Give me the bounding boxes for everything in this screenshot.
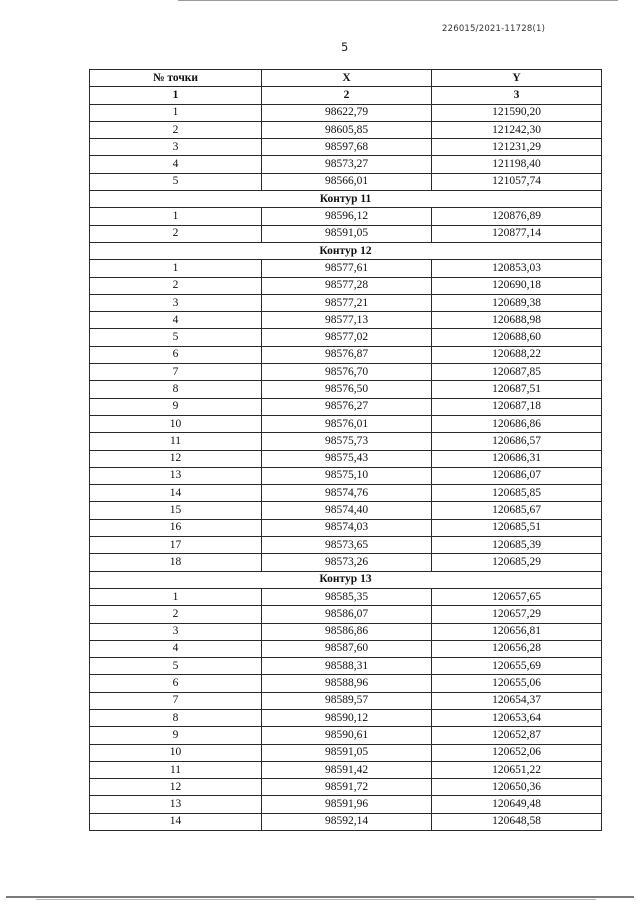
y-coordinate-cell: 120650,36 [432, 779, 602, 796]
column-number-3: 3 [432, 87, 602, 104]
x-coordinate-cell: 98596,12 [262, 208, 432, 225]
y-coordinate-cell: 120648,58 [432, 813, 602, 830]
y-coordinate-cell: 120685,67 [432, 502, 602, 519]
x-coordinate-cell: 98577,13 [262, 312, 432, 329]
table-row [90, 329, 602, 346]
table-row [90, 709, 602, 726]
x-coordinate-cell: 98597,68 [262, 139, 432, 156]
y-coordinate-cell: 120687,51 [432, 381, 602, 398]
y-coordinate-cell: 120654,37 [432, 692, 602, 709]
table-row [90, 675, 602, 692]
point-number-cell: 18 [90, 554, 262, 571]
point-number-cell: 5 [90, 329, 262, 346]
y-coordinate-cell: 120685,85 [432, 485, 602, 502]
point-number-cell: 7 [90, 364, 262, 381]
x-coordinate-cell: 98576,87 [262, 346, 432, 363]
x-coordinate-cell: 98577,02 [262, 329, 432, 346]
bottom-rule [6, 896, 634, 898]
contour-heading-row [90, 191, 602, 208]
x-coordinate-cell: 98576,01 [262, 415, 432, 432]
y-coordinate-cell: 120688,22 [432, 346, 602, 363]
contour-title: Контур 12 [90, 242, 602, 259]
y-coordinate-cell: 120655,06 [432, 675, 602, 692]
y-coordinate-cell: 120686,86 [432, 415, 602, 432]
column-header-point: № точки [90, 70, 262, 87]
y-coordinate-cell: 120656,28 [432, 640, 602, 657]
table-row [90, 623, 602, 640]
x-coordinate-cell: 98573,27 [262, 156, 432, 173]
table-row [90, 606, 602, 623]
table-row [90, 640, 602, 657]
table-row [90, 156, 602, 173]
y-coordinate-cell: 120657,29 [432, 606, 602, 623]
x-coordinate-cell: 98585,35 [262, 588, 432, 605]
point-number-cell: 3 [90, 139, 262, 156]
table-row [90, 502, 602, 519]
table-header-row [90, 70, 602, 87]
point-number-cell: 3 [90, 294, 262, 311]
point-number-cell: 14 [90, 485, 262, 502]
point-number-cell: 16 [90, 519, 262, 536]
table-row [90, 727, 602, 744]
x-coordinate-cell: 98591,05 [262, 225, 432, 242]
y-coordinate-cell: 120653,64 [432, 709, 602, 726]
y-coordinate-cell: 120649,48 [432, 796, 602, 813]
column-number-2: 2 [262, 87, 432, 104]
table-row [90, 658, 602, 675]
x-coordinate-cell: 98587,60 [262, 640, 432, 657]
y-coordinate-cell: 120687,85 [432, 364, 602, 381]
table-row [90, 537, 602, 554]
x-coordinate-cell: 98576,27 [262, 398, 432, 415]
point-number-cell: 1 [90, 260, 262, 277]
table-row [90, 433, 602, 450]
table-row [90, 277, 602, 294]
x-coordinate-cell: 98590,12 [262, 709, 432, 726]
y-coordinate-cell: 120689,38 [432, 294, 602, 311]
contour-heading-row [90, 571, 602, 588]
x-coordinate-cell: 98589,57 [262, 692, 432, 709]
point-number-cell: 2 [90, 277, 262, 294]
x-coordinate-cell: 98575,10 [262, 467, 432, 484]
table-row [90, 260, 602, 277]
point-number-cell: 15 [90, 502, 262, 519]
x-coordinate-cell: 98588,31 [262, 658, 432, 675]
point-number-cell: 8 [90, 381, 262, 398]
point-number-cell: 10 [90, 744, 262, 761]
y-coordinate-cell: 120652,06 [432, 744, 602, 761]
x-coordinate-cell: 98574,03 [262, 519, 432, 536]
y-coordinate-cell: 120685,29 [432, 554, 602, 571]
point-number-cell: 2 [90, 606, 262, 623]
table-row [90, 779, 602, 796]
column-header-x: X [262, 70, 432, 87]
point-number-cell: 7 [90, 692, 262, 709]
table-row [90, 554, 602, 571]
table-body [90, 104, 602, 830]
bottom-rule-secondary [36, 899, 596, 900]
y-coordinate-cell: 120652,87 [432, 727, 602, 744]
x-coordinate-cell: 98590,61 [262, 727, 432, 744]
point-number-cell: 2 [90, 225, 262, 242]
y-coordinate-cell: 120685,51 [432, 519, 602, 536]
y-coordinate-cell: 120655,69 [432, 658, 602, 675]
x-coordinate-cell: 98577,61 [262, 260, 432, 277]
x-coordinate-cell: 98566,01 [262, 173, 432, 190]
table-row [90, 364, 602, 381]
table-row [90, 381, 602, 398]
x-coordinate-cell: 98591,72 [262, 779, 432, 796]
table-row [90, 294, 602, 311]
point-number-cell: 11 [90, 761, 262, 778]
table-row [90, 796, 602, 813]
point-number-cell: 8 [90, 709, 262, 726]
x-coordinate-cell: 98575,73 [262, 433, 432, 450]
table-row [90, 467, 602, 484]
point-number-cell: 4 [90, 312, 262, 329]
table-row [90, 104, 602, 121]
column-number-row [90, 87, 602, 104]
x-coordinate-cell: 98588,96 [262, 675, 432, 692]
point-number-cell: 6 [90, 346, 262, 363]
y-coordinate-cell: 120853,03 [432, 260, 602, 277]
point-number-cell: 3 [90, 623, 262, 640]
table-row [90, 173, 602, 190]
y-coordinate-cell: 121057,74 [432, 173, 602, 190]
x-coordinate-cell: 98574,76 [262, 485, 432, 502]
point-number-cell: 1 [90, 208, 262, 225]
x-coordinate-cell: 98591,42 [262, 761, 432, 778]
y-coordinate-cell: 120657,65 [432, 588, 602, 605]
point-number-cell: 17 [90, 537, 262, 554]
contour-title: Контур 13 [90, 571, 602, 588]
table-row [90, 346, 602, 363]
table-row [90, 744, 602, 761]
point-number-cell: 9 [90, 398, 262, 415]
y-coordinate-cell: 121198,40 [432, 156, 602, 173]
point-number-cell: 5 [90, 658, 262, 675]
y-coordinate-cell: 121231,29 [432, 139, 602, 156]
point-number-cell: 6 [90, 675, 262, 692]
x-coordinate-cell: 98605,85 [262, 121, 432, 138]
document-id: 226015/2021-11728(1) [442, 24, 546, 34]
table-row [90, 813, 602, 830]
point-number-cell: 12 [90, 450, 262, 467]
table-row [90, 121, 602, 138]
x-coordinate-cell: 98575,43 [262, 450, 432, 467]
point-number-cell: 1 [90, 104, 262, 121]
table-row [90, 139, 602, 156]
point-number-cell: 11 [90, 433, 262, 450]
y-coordinate-cell: 120690,18 [432, 277, 602, 294]
x-coordinate-cell: 98576,50 [262, 381, 432, 398]
x-coordinate-cell: 98573,65 [262, 537, 432, 554]
x-coordinate-cell: 98573,26 [262, 554, 432, 571]
point-number-cell: 5 [90, 173, 262, 190]
x-coordinate-cell: 98577,28 [262, 277, 432, 294]
table-row [90, 519, 602, 536]
x-coordinate-cell: 98576,70 [262, 364, 432, 381]
point-number-cell: 9 [90, 727, 262, 744]
y-coordinate-cell: 120688,98 [432, 312, 602, 329]
column-number-1: 1 [90, 87, 262, 104]
y-coordinate-cell: 120651,22 [432, 761, 602, 778]
x-coordinate-cell: 98586,07 [262, 606, 432, 623]
point-number-cell: 1 [90, 588, 262, 605]
point-number-cell: 13 [90, 467, 262, 484]
coordinates-table [89, 69, 602, 831]
table-row [90, 761, 602, 778]
point-number-cell: 10 [90, 415, 262, 432]
point-number-cell: 4 [90, 640, 262, 657]
x-coordinate-cell: 98574,40 [262, 502, 432, 519]
table-row [90, 485, 602, 502]
contour-title: Контур 11 [90, 191, 602, 208]
y-coordinate-cell: 121242,30 [432, 121, 602, 138]
point-number-cell: 12 [90, 779, 262, 796]
y-coordinate-cell: 120876,89 [432, 208, 602, 225]
x-coordinate-cell: 98577,21 [262, 294, 432, 311]
table-row [90, 692, 602, 709]
table-row [90, 415, 602, 432]
x-coordinate-cell: 98586,86 [262, 623, 432, 640]
page-number: 5 [341, 40, 349, 54]
point-number-cell: 2 [90, 121, 262, 138]
y-coordinate-cell: 120686,57 [432, 433, 602, 450]
y-coordinate-cell: 120656,81 [432, 623, 602, 640]
x-coordinate-cell: 98591,05 [262, 744, 432, 761]
table-row [90, 225, 602, 242]
y-coordinate-cell: 120687,18 [432, 398, 602, 415]
y-coordinate-cell: 121590,20 [432, 104, 602, 121]
contour-heading-row [90, 242, 602, 259]
column-header-y: Y [432, 70, 602, 87]
y-coordinate-cell: 120877,14 [432, 225, 602, 242]
top-rule [178, 0, 618, 1]
table-row [90, 450, 602, 467]
point-number-cell: 4 [90, 156, 262, 173]
x-coordinate-cell: 98592,14 [262, 813, 432, 830]
y-coordinate-cell: 120685,39 [432, 537, 602, 554]
y-coordinate-cell: 120688,60 [432, 329, 602, 346]
point-number-cell: 13 [90, 796, 262, 813]
y-coordinate-cell: 120686,31 [432, 450, 602, 467]
table-row [90, 588, 602, 605]
y-coordinate-cell: 120686,07 [432, 467, 602, 484]
x-coordinate-cell: 98591,96 [262, 796, 432, 813]
x-coordinate-cell: 98622,79 [262, 104, 432, 121]
table-row [90, 312, 602, 329]
point-number-cell: 14 [90, 813, 262, 830]
table-row [90, 208, 602, 225]
table-row [90, 398, 602, 415]
